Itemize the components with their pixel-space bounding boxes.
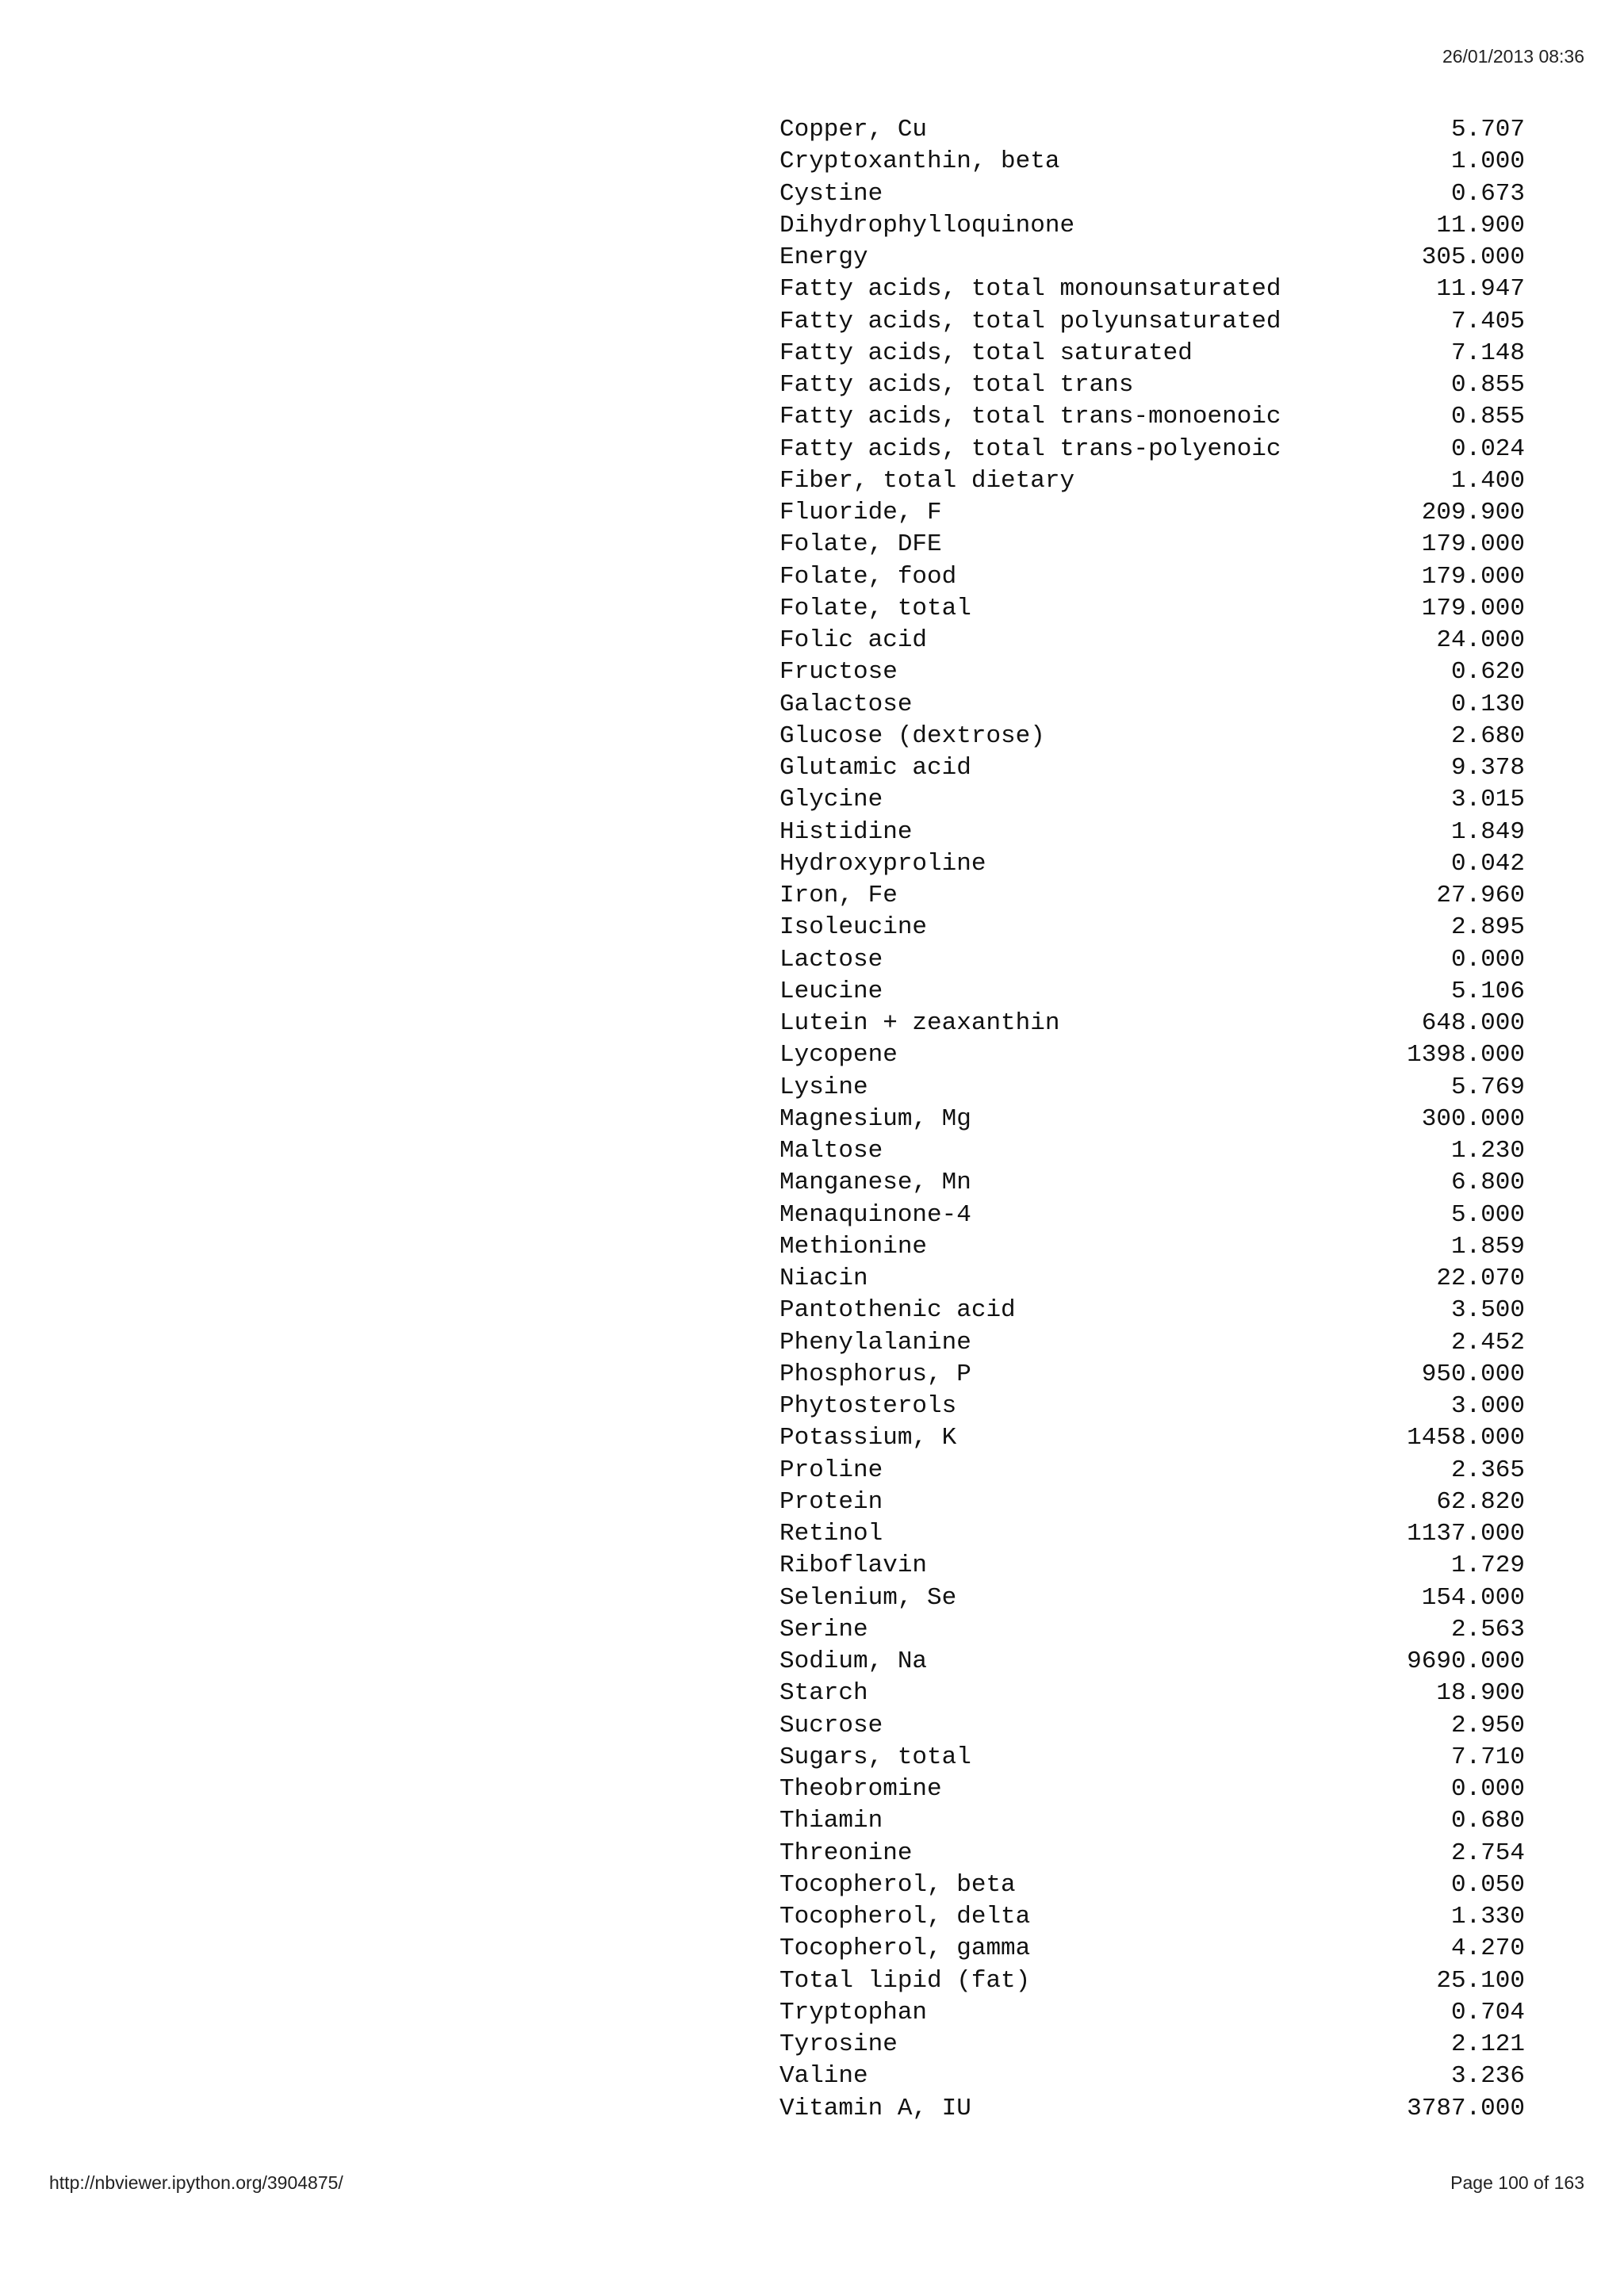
nutrient-value: 648.000 bbox=[1421, 1009, 1525, 1037]
nutrient-value: 9690.000 bbox=[1407, 1647, 1525, 1675]
table-row bbox=[779, 1455, 1525, 1487]
nutrient-name: Lysine bbox=[779, 1073, 868, 1101]
page-number: Page 100 of 163 bbox=[1450, 2172, 1584, 2193]
nutrient-value: 6.800 bbox=[1450, 1169, 1525, 1197]
table-row bbox=[779, 1039, 1525, 1071]
table-row bbox=[779, 656, 1525, 688]
nutrient-name: Galactose bbox=[779, 690, 913, 718]
table-row bbox=[779, 1391, 1525, 1422]
nutrient-name: Sugars, total bbox=[779, 1743, 971, 1771]
table-row bbox=[779, 306, 1525, 338]
nutrient-name: Glycine bbox=[779, 786, 883, 814]
print-timestamp: 26/01/2013 08:36 bbox=[1442, 46, 1584, 67]
nutrient-name: Folate, total bbox=[779, 594, 971, 622]
table-row bbox=[779, 1327, 1525, 1359]
nutrient-name: Tocopherol, gamma bbox=[779, 1934, 1031, 1963]
nutrient-value: 2.950 bbox=[1450, 1711, 1525, 1739]
table-row bbox=[779, 114, 1525, 146]
nutrient-value: 950.000 bbox=[1421, 1360, 1525, 1388]
nutrient-value: 2.452 bbox=[1450, 1328, 1525, 1357]
nutrient-name: Fructose bbox=[779, 658, 898, 687]
nutrient-value: 1.400 bbox=[1450, 466, 1525, 495]
nutrient-name: Fatty acids, total polyunsaturated bbox=[779, 307, 1281, 335]
table-row bbox=[779, 2029, 1525, 2061]
nutrient-name: Glutamic acid bbox=[779, 754, 971, 782]
table-row bbox=[779, 752, 1525, 784]
nutrient-name: Pantothenic acid bbox=[779, 1296, 1016, 1325]
nutrient-name: Vitamin A, IU bbox=[779, 2094, 971, 2122]
nutrient-value: 1137.000 bbox=[1407, 1520, 1525, 1548]
nutrient-name: Proline bbox=[779, 1456, 883, 1484]
nutrient-name: Potassium, K bbox=[779, 1424, 957, 1452]
nutrient-value: 22.070 bbox=[1436, 1265, 1525, 1292]
nutrient-value: 27.960 bbox=[1436, 882, 1525, 909]
nutrient-name: Selenium, Se bbox=[779, 1583, 957, 1612]
nutrient-value: 2.895 bbox=[1450, 913, 1525, 942]
nutrient-value: 154.000 bbox=[1421, 1583, 1525, 1612]
nutrient-name: Thiamin bbox=[779, 1807, 883, 1835]
nutrient-value: 2.563 bbox=[1450, 1615, 1525, 1644]
nutrient-value: 3.000 bbox=[1450, 1392, 1525, 1420]
nutrient-name: Total lipid (fat) bbox=[779, 1966, 1031, 1995]
table-row bbox=[779, 1582, 1525, 1614]
nutrient-value: 0.680 bbox=[1450, 1807, 1525, 1835]
nutrient-value: 2.754 bbox=[1450, 1839, 1525, 1867]
nutrient-value: 0.855 bbox=[1450, 371, 1525, 399]
nutrient-value: 11.900 bbox=[1436, 211, 1525, 239]
table-row bbox=[779, 529, 1525, 561]
nutrient-value: 4.270 bbox=[1450, 1934, 1525, 1963]
nutrient-value: 9.378 bbox=[1450, 754, 1525, 782]
nutrient-value: 25.100 bbox=[1436, 1966, 1525, 1995]
table-row bbox=[779, 1901, 1525, 1933]
nutrient-name: Sucrose bbox=[779, 1711, 883, 1739]
nutrient-value: 0.704 bbox=[1450, 1998, 1525, 2026]
table-row bbox=[779, 1200, 1525, 1231]
nutrient-name: Methionine bbox=[779, 1232, 928, 1261]
nutrient-value: 7.405 bbox=[1450, 307, 1525, 335]
table-row bbox=[779, 1072, 1525, 1104]
table-row bbox=[779, 1263, 1525, 1295]
nutrient-value: 209.900 bbox=[1421, 499, 1525, 526]
nutrient-name: Hydroxyproline bbox=[779, 849, 986, 878]
nutrient-value: 7.148 bbox=[1450, 339, 1525, 367]
nutrient-value: 2.365 bbox=[1450, 1456, 1525, 1484]
nutrient-value: 179.000 bbox=[1421, 594, 1525, 622]
table-row bbox=[779, 338, 1525, 369]
nutrient-value: 1.000 bbox=[1450, 147, 1525, 176]
table-row bbox=[779, 880, 1525, 912]
nutrient-value: 0.000 bbox=[1450, 1775, 1525, 1803]
nutrient-value: 0.620 bbox=[1450, 658, 1525, 687]
nutrient-name: Fluoride, F bbox=[779, 499, 942, 526]
nutrient-name: Glucose (dextrose) bbox=[779, 721, 1045, 750]
nutrient-name: Magnesium, Mg bbox=[779, 1104, 971, 1133]
table-row bbox=[779, 1359, 1525, 1391]
nutrient-value: 179.000 bbox=[1421, 562, 1525, 591]
nutrient-value: 0.050 bbox=[1450, 1870, 1525, 1899]
nutrient-name: Manganese, Mn bbox=[779, 1169, 971, 1197]
nutrient-value: 11.947 bbox=[1436, 275, 1525, 304]
table-row bbox=[779, 242, 1525, 274]
table-row bbox=[779, 784, 1525, 816]
nutrient-name: Folic acid bbox=[779, 626, 928, 654]
table-row bbox=[779, 1965, 1525, 1997]
nutrient-value: 1.849 bbox=[1450, 817, 1525, 846]
nutrient-name: Isoleucine bbox=[779, 913, 928, 942]
table-row bbox=[779, 497, 1525, 529]
nutrient-name: Tocopherol, delta bbox=[779, 1903, 1031, 1931]
nutrient-value: 1.330 bbox=[1450, 1903, 1525, 1931]
table-row bbox=[779, 210, 1525, 242]
nutrient-name: Riboflavin bbox=[779, 1552, 928, 1580]
nutrient-value: 0.042 bbox=[1450, 849, 1525, 878]
nutrient-value: 7.710 bbox=[1450, 1743, 1525, 1771]
nutrient-name: Fiber, total dietary bbox=[779, 466, 1075, 495]
nutrient-name: Tryptophan bbox=[779, 1998, 928, 2026]
nutrient-value: 0.673 bbox=[1450, 179, 1525, 208]
nutrient-name: Tyrosine bbox=[779, 2030, 898, 2058]
table-row bbox=[779, 1742, 1525, 1774]
table-row bbox=[779, 465, 1525, 497]
nutrient-name: Dihydrophylloquinone bbox=[779, 211, 1075, 239]
table-row bbox=[779, 593, 1525, 625]
table-row bbox=[779, 912, 1525, 943]
nutrient-value: 24.000 bbox=[1436, 626, 1525, 654]
table-row bbox=[779, 944, 1525, 976]
nutrient-name: Maltose bbox=[779, 1137, 883, 1165]
table-row bbox=[779, 1678, 1525, 1709]
table-row bbox=[779, 817, 1525, 848]
nutrient-value: 5.707 bbox=[1450, 116, 1525, 144]
nutrient-table bbox=[779, 114, 1525, 2125]
table-row bbox=[779, 1933, 1525, 1965]
table-row bbox=[779, 1135, 1525, 1167]
nutrient-name: Cystine bbox=[779, 179, 883, 208]
nutrient-name: Fatty acids, total trans-polyenoic bbox=[779, 434, 1281, 463]
nutrient-name: Fatty acids, total monounsaturated bbox=[779, 275, 1281, 304]
table-row bbox=[779, 2061, 1525, 2092]
nutrient-value: 1398.000 bbox=[1407, 1041, 1525, 1070]
table-row bbox=[779, 1646, 1525, 1678]
nutrient-name: Folate, food bbox=[779, 562, 957, 591]
table-row bbox=[779, 848, 1525, 880]
nutrient-value: 1.230 bbox=[1450, 1137, 1525, 1165]
nutrient-value: 3787.000 bbox=[1407, 2094, 1525, 2122]
nutrient-value: 2.680 bbox=[1450, 721, 1525, 750]
nutrient-value: 300.000 bbox=[1421, 1104, 1525, 1133]
nutrient-name: Copper, Cu bbox=[779, 116, 928, 144]
table-row bbox=[779, 689, 1525, 721]
nutrient-value: 3.015 bbox=[1450, 786, 1525, 814]
nutrient-name: Theobromine bbox=[779, 1775, 942, 1803]
nutrient-name: Niacin bbox=[779, 1265, 868, 1292]
nutrient-value: 5.769 bbox=[1450, 1073, 1525, 1101]
table-row bbox=[779, 1614, 1525, 1646]
table-row bbox=[779, 1869, 1525, 1901]
table-row bbox=[779, 1231, 1525, 1263]
table-row bbox=[779, 369, 1525, 401]
nutrient-name: Phytosterols bbox=[779, 1392, 957, 1420]
table-row bbox=[779, 1104, 1525, 1135]
nutrient-name: Fatty acids, total trans bbox=[779, 371, 1134, 399]
nutrient-name: Phosphorus, P bbox=[779, 1360, 971, 1388]
nutrient-name: Threonine bbox=[779, 1839, 913, 1867]
nutrient-name: Sodium, Na bbox=[779, 1647, 928, 1675]
nutrient-value: 18.900 bbox=[1436, 1679, 1525, 1708]
nutrient-name: Energy bbox=[779, 243, 868, 271]
nutrient-value: 5.000 bbox=[1450, 1200, 1525, 1229]
nutrient-value: 179.000 bbox=[1421, 530, 1525, 559]
table-row bbox=[779, 1295, 1525, 1326]
table-row bbox=[779, 1550, 1525, 1582]
nutrient-name: Serine bbox=[779, 1615, 868, 1644]
table-row bbox=[779, 721, 1525, 752]
nutrient-value: 3.236 bbox=[1450, 2062, 1525, 2091]
table-row bbox=[779, 401, 1525, 433]
nutrient-name: Cryptoxanthin, beta bbox=[779, 147, 1060, 176]
table-row bbox=[779, 1997, 1525, 2029]
nutrient-name: Fatty acids, total trans-monoenoic bbox=[779, 403, 1281, 431]
nutrient-name: Tocopherol, beta bbox=[779, 1870, 1016, 1899]
nutrient-value: 1.729 bbox=[1450, 1552, 1525, 1580]
table-row bbox=[779, 1008, 1525, 1039]
nutrient-name: Histidine bbox=[779, 817, 913, 846]
table-row bbox=[779, 2093, 1525, 2125]
table-row bbox=[779, 1487, 1525, 1518]
table-row bbox=[779, 1167, 1525, 1199]
nutrient-name: Folate, DFE bbox=[779, 530, 942, 559]
table-row bbox=[779, 1805, 1525, 1837]
table-row bbox=[779, 976, 1525, 1008]
table-row bbox=[779, 434, 1525, 465]
nutrient-name: Protein bbox=[779, 1487, 883, 1516]
table-row bbox=[779, 1422, 1525, 1454]
nutrient-value: 1.859 bbox=[1450, 1232, 1525, 1261]
page-url: http://nbviewer.ipython.org/3904875/ bbox=[49, 2172, 343, 2193]
nutrient-name: Leucine bbox=[779, 977, 883, 1005]
nutrient-name: Iron, Fe bbox=[779, 882, 898, 909]
table-row bbox=[779, 178, 1525, 210]
table-row bbox=[779, 625, 1525, 656]
nutrient-value: 2.121 bbox=[1450, 2030, 1525, 2058]
nutrient-value: 0.855 bbox=[1450, 403, 1525, 431]
nutrient-value: 62.820 bbox=[1436, 1487, 1525, 1516]
table-row bbox=[779, 146, 1525, 178]
nutrient-value: 305.000 bbox=[1421, 243, 1525, 271]
nutrient-value: 0.024 bbox=[1450, 434, 1525, 463]
nutrient-name: Valine bbox=[779, 2062, 868, 2091]
table-row bbox=[779, 1518, 1525, 1550]
nutrient-value: 1458.000 bbox=[1407, 1424, 1525, 1452]
nutrient-name: Menaquinone-4 bbox=[779, 1200, 971, 1229]
nutrient-name: Starch bbox=[779, 1679, 868, 1708]
table-row bbox=[779, 1838, 1525, 1869]
nutrient-name: Lactose bbox=[779, 945, 883, 974]
table-row bbox=[779, 1774, 1525, 1805]
nutrient-value: 5.106 bbox=[1450, 977, 1525, 1005]
nutrient-name: Lutein + zeaxanthin bbox=[779, 1009, 1060, 1037]
nutrient-name: Lycopene bbox=[779, 1041, 898, 1070]
table-row bbox=[779, 274, 1525, 305]
nutrient-name: Phenylalanine bbox=[779, 1328, 971, 1357]
nutrient-value: 3.500 bbox=[1450, 1296, 1525, 1325]
nutrient-value: 0.000 bbox=[1450, 945, 1525, 974]
table-row bbox=[779, 561, 1525, 593]
nutrient-name: Fatty acids, total saturated bbox=[779, 339, 1193, 367]
nutrient-value: 0.130 bbox=[1450, 690, 1525, 718]
nutrient-name: Retinol bbox=[779, 1520, 883, 1548]
table-row bbox=[779, 1710, 1525, 1742]
